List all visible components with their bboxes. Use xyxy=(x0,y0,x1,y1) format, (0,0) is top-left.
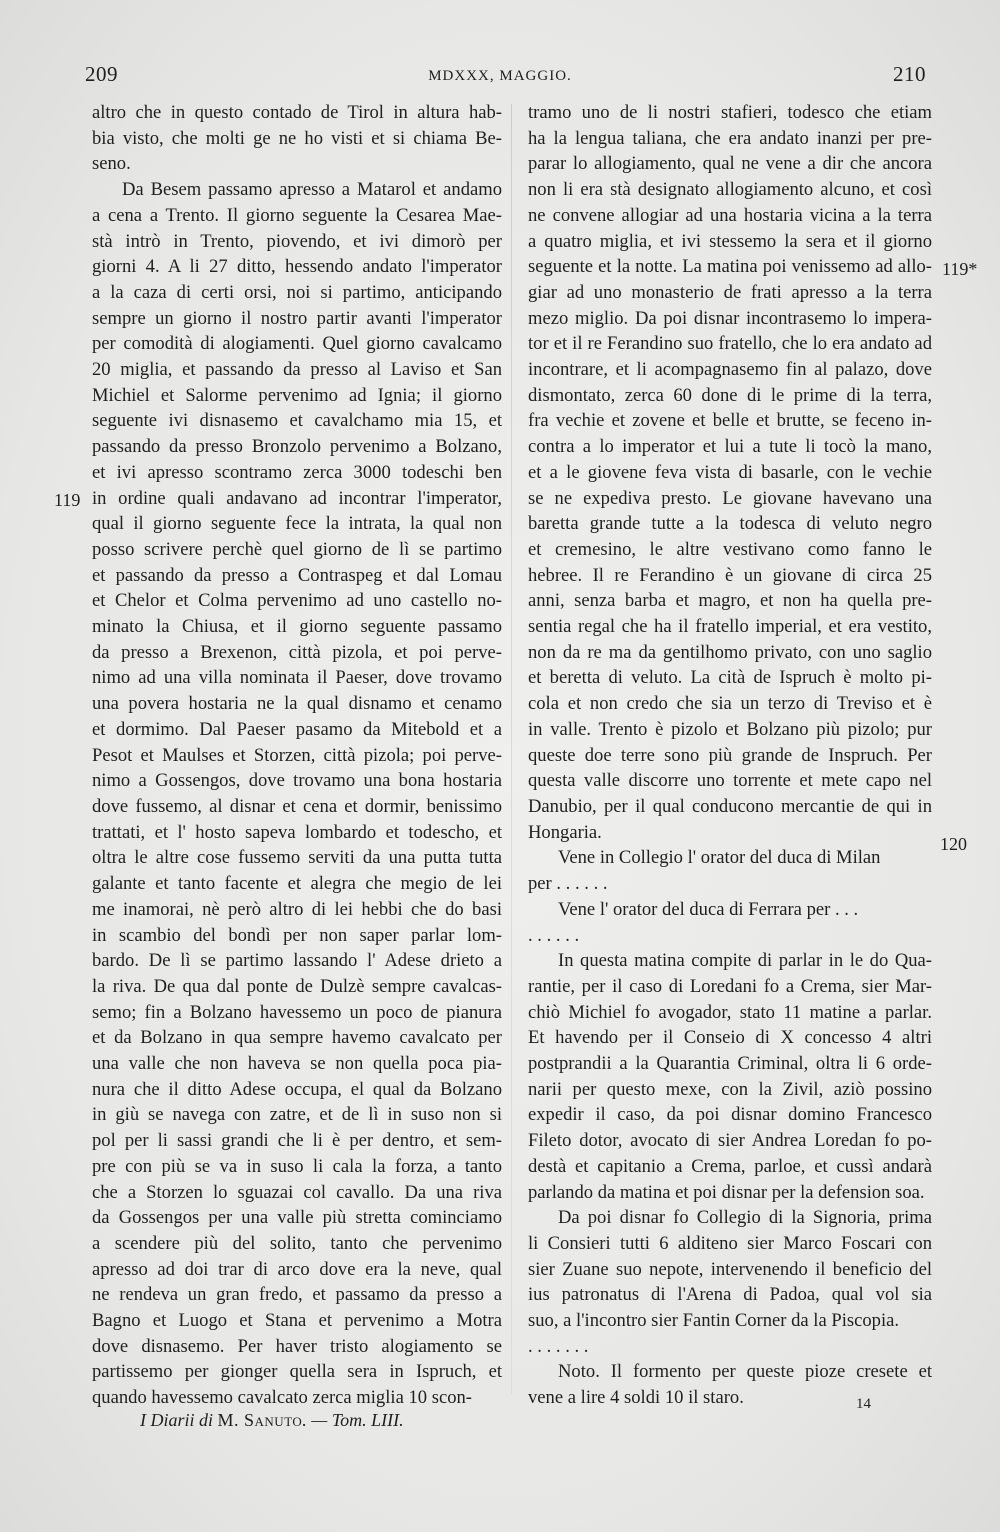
text-line: tor et il re Ferandino suo fratello, che lo era andato ad xyxy=(528,333,932,355)
text-line: et da Bolzano in qua sempre havemo cavalcato per xyxy=(92,1027,502,1049)
text-line: cola et non credo che sia un terzo di Treviso et è xyxy=(528,693,932,715)
text-line: per . . . . . . xyxy=(528,873,608,895)
text-line: minato la Chiusa, et il giorno seguente passamo xyxy=(92,616,502,638)
margin-note-right-120: 120 xyxy=(940,834,967,854)
text-line: vene a lire 4 soldi 10 il staro. xyxy=(528,1387,744,1409)
text-line: in ordine quali andavano ad incontrar l'imperator, xyxy=(92,487,502,509)
text-line: oltra le altre cose fussemo serviti da una putta tutta xyxy=(92,847,502,869)
column-divider xyxy=(511,104,512,1394)
text-line: da presso a Brexenon, città pizola, et poi perve- xyxy=(92,641,502,663)
text-line: sempre un giorno il nostro partir avanti l'imperator xyxy=(92,307,502,329)
text-line: stà intrò in Trento, piovendo, et ivi dimorò per xyxy=(92,230,502,252)
text-line: contra a lo imperator et lui a tute li tocò la mano, xyxy=(528,436,932,458)
text-line: in giù se navega con zatre, et de lì in suso non si xyxy=(92,1104,502,1126)
text-line: et Chelor et Colma pervenimo ad uno castello no- xyxy=(92,590,502,612)
text-line: dismontato, zerca 60 done di le prime di la terra, xyxy=(528,384,932,406)
text-line: che a Storzen lo sguazai col cavallo. Da una riva xyxy=(92,1181,502,1203)
text-line: et beretta di veluto. La cità de Ispruch è molto pi- xyxy=(528,667,932,689)
text-line: 20 miglia, et passando da presso al Laviso et San xyxy=(92,359,502,381)
text-line: hebree. Il re Ferandino è un giovane di circa 25 xyxy=(528,564,932,586)
text-line: mezo miglio. Da poi disnar incontrasemo lo impera- xyxy=(528,307,932,329)
text-line: queste doe terre sono più grande de Inspruch. Per xyxy=(528,744,932,766)
text-line: . . . . . . xyxy=(528,924,580,946)
text-line: Vene in Collegio l' orator del duca di Milan xyxy=(558,847,881,869)
text-line: et passando da presso a Contraspeg et dal Lomau xyxy=(92,564,502,586)
page-number-right: 210 xyxy=(893,62,926,86)
text-line: fra vechie et zovene et belle et brutte, se feceno in- xyxy=(528,410,932,432)
text-line: Bagno et Luogo et Stana et pervenimo a Motra xyxy=(92,1310,502,1332)
text-line: sier Zuane suo nepote, intervenendo il beneficio del xyxy=(528,1258,932,1280)
text-line: seguente ivi disnasemo et cavalchamo mia 15, et xyxy=(92,410,502,432)
footer-author: M. Sanuto xyxy=(217,1410,303,1430)
text-line: Michiel et Salorme pervenimo ad Ignia; il giorno xyxy=(92,384,502,406)
text-line: li Consieri tutti 6 alditeno sier Marco Foscari con xyxy=(528,1232,932,1254)
text-line: qual il giorno seguente fece la intrata, la qual non xyxy=(92,513,502,535)
text-line: pol per li sassi grandi che li è per dentro, et sem- xyxy=(92,1130,502,1152)
page-number-left: 209 xyxy=(85,62,118,86)
footer-prefix: I Diarii di xyxy=(140,1410,214,1430)
text-line: trattati, et l' hosto sapeva lombardo et todescho, et xyxy=(92,821,502,843)
text-line: chiò Michiel fo avogador, stato 11 matine a parlar. xyxy=(528,1001,932,1023)
text-line: semo; fin a Bolzano havessemo un poco de pianura xyxy=(92,1001,502,1023)
text-line: parlando da matina et poi disnar per la defension soa. xyxy=(528,1181,925,1203)
text-line: parar lo allogiamento, qual ne vene a dir che ancora xyxy=(528,153,932,175)
text-line: ha la lengua taliana, che era andato inanzi per pre- xyxy=(528,127,932,149)
text-line: sentia regal che ha il fratello imperial, et era vestito, xyxy=(528,616,932,638)
text-line: altro che in questo contado de Tirol in altura hab- xyxy=(92,102,502,123)
text-line: bardo. De lì se partimo lassando l' Adese drieto a xyxy=(92,950,502,972)
text-line: Da poi disnar fo Collegio di la Signoria, prima xyxy=(558,1207,932,1229)
text-line: Pesot et Maulses et Storzen, città pizola; poi perve- xyxy=(92,744,502,766)
text-line: Et havendo per il Conseio di X concesso 4 altri xyxy=(528,1027,932,1049)
text-line: destà et capitanio a Crema, parloe, et cussì andarà xyxy=(528,1155,932,1177)
text-line: se ne expediva presto. Le giovane havevano una xyxy=(528,487,932,509)
running-head: MDXXX, MAGGIO. xyxy=(428,68,572,84)
text-line: narii per questo mexe, con la Zivil, aziò possino xyxy=(528,1078,932,1100)
text-line: in scambio del bondì per non saper parlar lom- xyxy=(92,924,502,946)
text-line: nimo a Gossengos, dove trovamo una bona hostaria xyxy=(92,770,502,792)
text-line: ne rendeva un gran fredo, et passamo da presso a xyxy=(92,1284,502,1306)
text-line: la riva. De qua dal ponte de Dulzè sempre cavalcas- xyxy=(92,975,502,997)
text-line: tramo uno de li nostri stafieri, todesco che etiam xyxy=(528,102,932,123)
text-line: da Gossengos per una valle più stretta cominciamo xyxy=(92,1207,502,1229)
margin-note-left-119: 119 xyxy=(54,490,81,510)
text-line: incontrare, et li acompagnasemo fin al palazo, dove xyxy=(528,359,932,381)
text-line: a la caza di certi orsi, noi si partimo, anticipando xyxy=(92,281,502,303)
text-line: posso scrivere perchè quel giorno de lì se partimo xyxy=(92,538,502,560)
text-line: Noto. Il formento per queste pioze cresete et xyxy=(558,1361,932,1383)
text-line: ne convene allogiar ad una hostaria vicina a la terra xyxy=(528,204,932,226)
text-line: ius patronatus di l'Arena di Padoa, qual vol sia xyxy=(528,1284,932,1306)
text-line: nura che il ditto Adese occupa, el qual da Bolzano xyxy=(92,1078,502,1100)
text-line: a scendere più del solito, tanto che pervenimo xyxy=(92,1232,502,1254)
signature-mark: 14 xyxy=(856,1396,871,1412)
text-line: giorni 4. A li 27 ditto, hessendo andato l'imperator xyxy=(92,256,502,278)
text-line: una valle che non haveva se non quella poca pia- xyxy=(92,1053,502,1075)
text-line: postprandii a la Quarantia Criminal, oltra li 6 orde- xyxy=(528,1053,932,1075)
text-line: giar ad uno monasterio de frati apresso a la terra xyxy=(528,281,932,303)
text-line: et dormimo. Dal Paeser pasamo da Mitebold et a xyxy=(92,718,502,740)
text-line: seno. xyxy=(92,153,131,175)
text-line: a cena a Trento. Il giorno seguente la Cesarea Mae- xyxy=(92,204,502,226)
text-line: et ivi apresso scontramo zerca 3000 todeschi ben xyxy=(92,461,502,483)
text-line: Vene l' orator del duca di Ferrara per . . . xyxy=(558,898,859,920)
left-column xyxy=(92,100,502,1411)
text-line: . . . . . . . xyxy=(528,1335,589,1357)
text-line: et cremesino, le altre vestivano como fanno le xyxy=(528,538,932,560)
text-line: questa valle discorre uno torrente et mete capo nel xyxy=(528,770,932,792)
text-line: bia visto, che molti ge ne ho visti et si chiama Be- xyxy=(92,127,502,149)
text-line: quando havessemo cavalcato zerca miglia 10 scon- xyxy=(92,1387,472,1409)
text-line: dove disnasemo. Per haver tristo alogiamento se xyxy=(92,1335,502,1357)
text-line: non da re ma da gentilhomo privato, con uno saglio xyxy=(528,641,932,663)
right-column xyxy=(528,100,932,1411)
footer-citation xyxy=(140,1410,404,1431)
text-line: In questa matina compite di parlar in le do Qua- xyxy=(558,950,932,972)
text-line: me inamorai, nè però altro di lei hebbi che do basi xyxy=(92,898,502,920)
footer-volume: Tom. LIII. xyxy=(331,1410,404,1430)
text-line: suo, a l'incontro sier Fantin Corner da la Piscopia. xyxy=(528,1310,900,1332)
text-line: a quatro miglia, et ivi stessemo la sera et il giorno xyxy=(528,230,932,252)
text-line: seguente et la notte. La matina poi venissemo ad allo- xyxy=(528,256,932,278)
text-line: Hongaria. xyxy=(528,821,602,843)
text-line: una povera hostaria ne la qual disnamo et cenamo xyxy=(92,693,502,715)
text-line: dove fussemo, al disnar et cena et dormir, benissimo xyxy=(92,795,502,817)
text-line: nimo ad una villa nominata il Paeser, dove trovamo xyxy=(92,667,502,689)
margin-note-right-119star: 119* xyxy=(942,259,978,279)
text-line: passando da presso Bronzolo pervenimo a Bolzano, xyxy=(92,436,502,458)
text-line: Danubio, per il qual conducono mercantie de qui in xyxy=(528,795,932,817)
text-line: partissemo per gionger quella sera in Ispruch, et xyxy=(92,1361,502,1383)
text-line: rantie, per il caso di Loredani fo a Crema, sier Mar- xyxy=(528,975,932,997)
text-line: Da Besem passamo apresso a Matarol et andamo xyxy=(122,179,502,201)
text-line: galante et tanto facente et alegra che megio de lei xyxy=(92,873,502,895)
text-line: et a le giovene feva vista di basarle, con le vechie xyxy=(528,461,932,483)
footer-sep: . — xyxy=(302,1410,328,1430)
text-line: baretta grande tutte a la todesca di veluto negro xyxy=(528,513,932,535)
text-line: pre con più se va in suso li cala la forza, a tanto xyxy=(92,1155,502,1177)
text-line: per comodità di alogiamenti. Quel giorno cavalcamo xyxy=(92,333,502,355)
text-line: apresso ad doi trar di arco dove era la neve, qual xyxy=(92,1258,502,1280)
text-line: Fileto dotor, avocato di sier Andrea Loredan fo po- xyxy=(528,1130,932,1152)
text-line: in valle. Trento è pizolo et Bolzano più pizolo; pur xyxy=(528,718,932,740)
text-line: anni, senza barba et magro, et non ha quella pre- xyxy=(528,590,932,612)
text-line: non li era stà designato allogiamento alcuno, et così xyxy=(528,179,932,201)
text-line: expedir il caso, da poi disnar domino Francesco xyxy=(528,1104,932,1126)
